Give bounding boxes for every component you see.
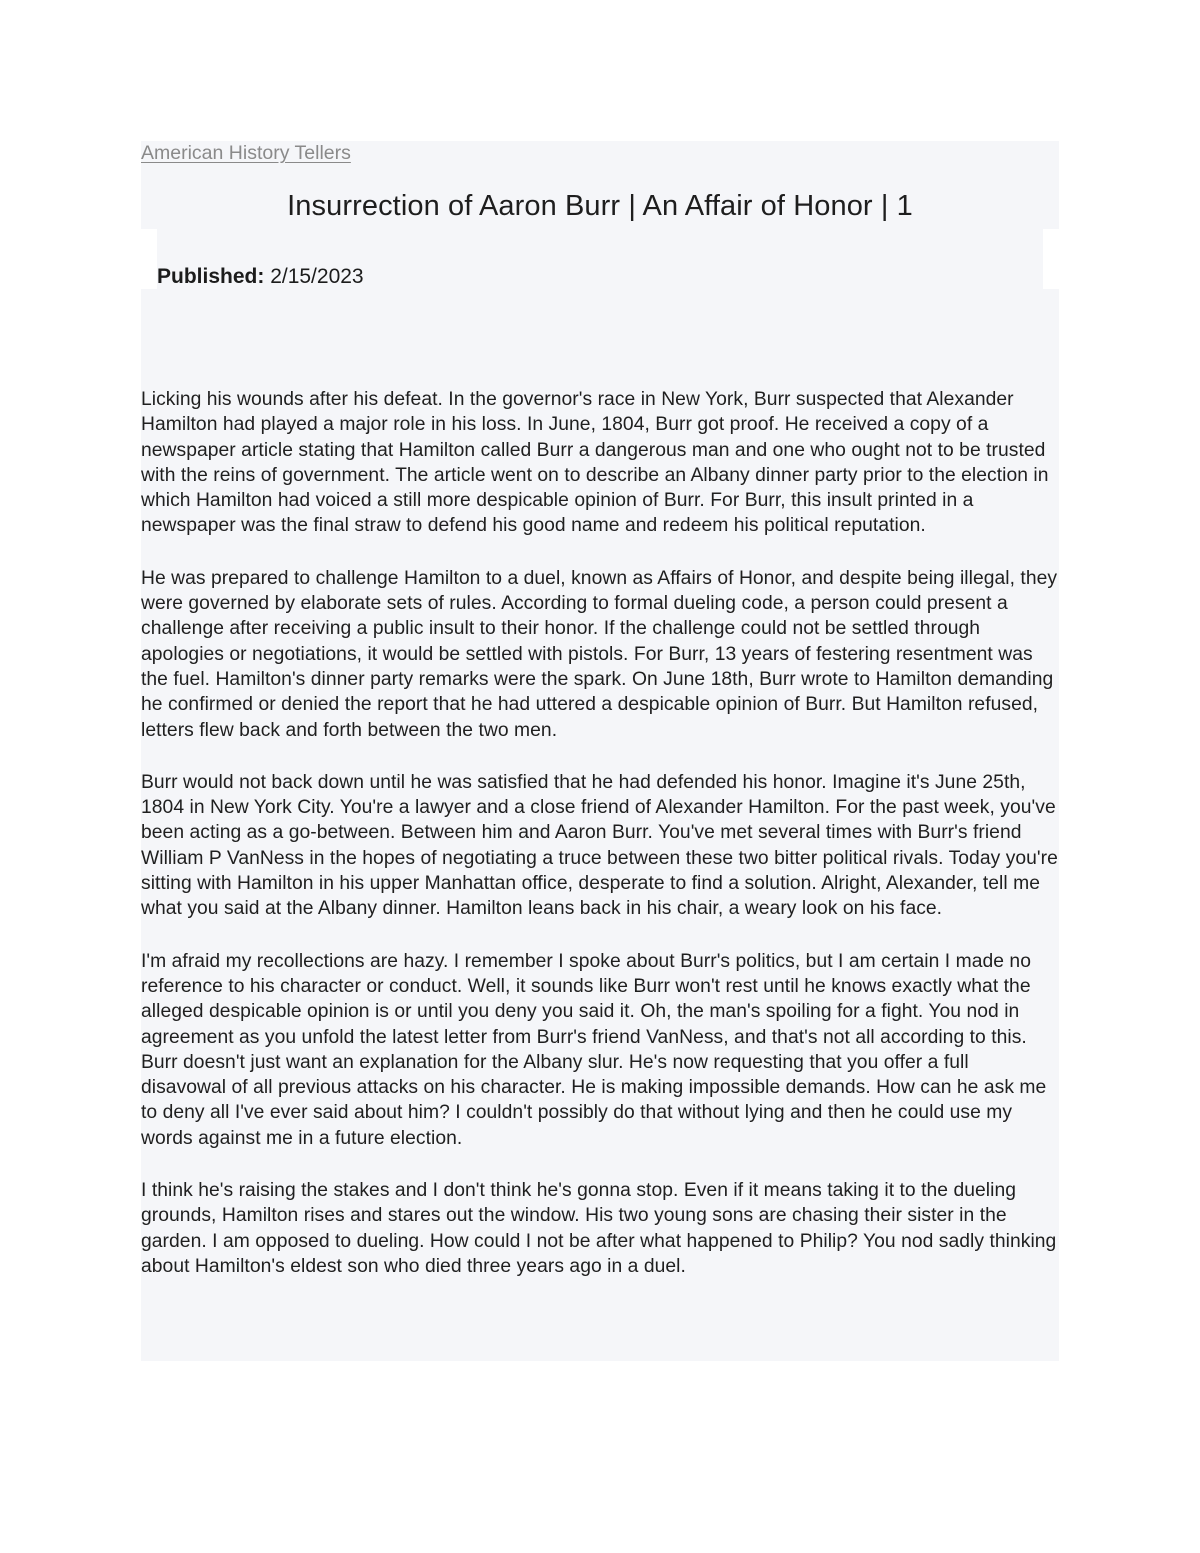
published-label: Published: [157, 265, 265, 288]
transcript-body [141, 387, 1059, 1306]
transcript-paragraph: Burr would not back down until he was satisfied that he had defended his honor. Imagine it's June 25th, 1804 in New York City. You're a lawyer and a close friend of Alexander Hamilton. For the past week, you've been acting as a go-between. Between him and Aaron Burr. You've met several times with Burr's friend William P VanNess in the hopes of negotiating a truce between these two bitter political rivals. Today you're sitting with Hamilton in his upper Manhattan office, desperate to find a solution. Alright, Alexander, tell me what you said at the Albany dinner. Hamilton leans back in his chair, a weary look on his face. [141, 771, 1058, 920]
episode-title: Insurrection of Aaron Burr | An Affair of Honor | 1 [287, 190, 913, 222]
show-link[interactable]: American History Tellers [141, 142, 351, 164]
transcript-paragraph: Licking his wounds after his defeat. In the governor's race in New York, Burr suspected that Alexander Hamilton had played a major role in his loss. In June, 1804, Burr got proof. He received a copy of a newspaper article stating that Hamilton called Burr a dangerous man and one who ought not to be trusted with the reins of government. The article went on to describe an Albany dinner party prior to the election in which Hamilton had voiced a still more despicable opinion of Burr. For Burr, this insult printed in a newspaper was the final straw to defend his good name and redeem his political reputation. [141, 389, 1049, 537]
transcript-paragraph: I think he's raising the stakes and I don't think he's gonna stop. Even if it means taking it to the dueling grounds, Hamilton rises and stares out the window. His two young sons are chasing their sister in the garden. I am opposed to dueling. How could I not be after what happened to Philip? You nod sadly thinking about Hamilton's eldest son who died three years ago in a duel. [141, 1180, 1057, 1277]
transcript-page [141, 141, 1059, 1361]
transcript-paragraph: I'm afraid my recollections are hazy. I remember I spoke about Burr's politics, but I am certain I made no reference to his character or conduct. Well, it sounds like Burr won't rest until he knows exactly what the alleged despicable opinion is or until you deny you said it. Oh, the man's spoiling for a fight. You nod in agreement as you unfold the latest letter from Burr's friend VanNess, and that's not all according to this. Burr doesn't just want an explanation for the Albany slur. He's now requesting that you offer a full disavowal of all previous attacks on his character. He is making impossible demands. How can he ask me to deny all I've ever said about him? I couldn't possibly do that without lying and then he could use my words against me in a future election. [141, 950, 1047, 1149]
published-date: 2/15/2023 [270, 265, 364, 288]
transcript-paragraph: He was prepared to challenge Hamilton to a duel, known as Affairs of Honor, and despite being illegal, they were governed by elaborate sets of rules. According to formal dueling code, a person could present a challenge after receiving a public insult to their honor. If the challenge could not be settled through apologies or negotiations, it would be settled with pistols. For Burr, 13 years of festering resentment was the fuel. Hamilton's dinner party remarks were the spark. On June 18th, Burr wrote to Hamilton demanding he confirmed or denied the report that he had uttered a despicable opinion of Burr. But Hamilton refused, letters flew back and forth between the two men. [141, 567, 1058, 741]
published-date-line [157, 265, 364, 289]
